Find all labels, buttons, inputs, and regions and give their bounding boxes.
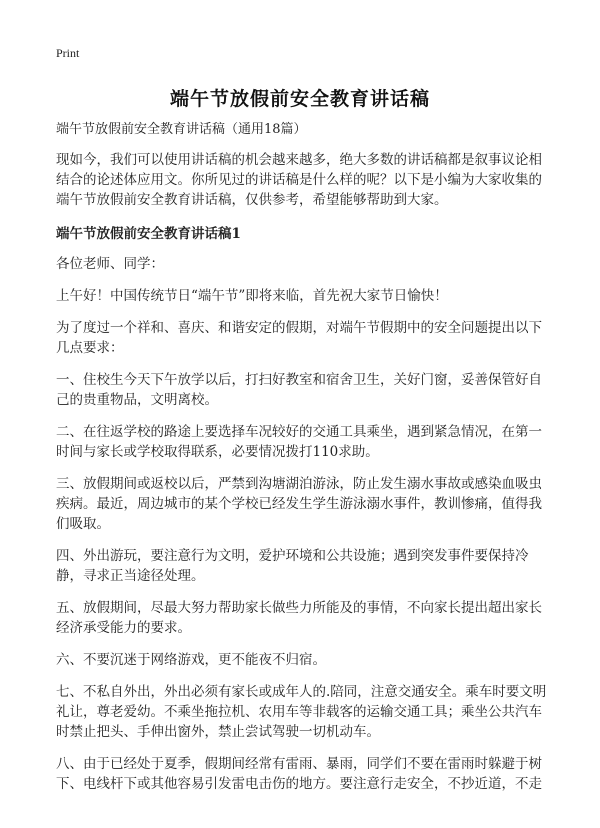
- document-body: [56, 120, 548, 806]
- paragraph-requirements: 为了度过一个祥和、喜庆、和谐安定的假期，对端午节假期中的安全问题提出以下几点要求：: [56, 320, 542, 356]
- paragraph-item-8: 八、由于已经处于夏季，假期间经常有雷雨、暴雨，同学们不要在雷雨时躲避于树下、电线杆下或其他容易引发雷电击伤的地方。要注意行走安全，不抄近道，不走: [56, 756, 542, 792]
- paragraph-item-6: 六、不要沉迷于网络游戏，更不能夜不归宿。: [56, 652, 326, 668]
- intro-paragraph: 现如今，我们可以使用讲话稿的机会越来越多，绝大多数的讲话稿都是叙事议论相结合的论述体应用文。你所见过的讲话稿是什么样的呢？以下是小编为大家收集的端午节放假前安全教育讲话稿，仅供参考，希望能够帮助到大家。: [56, 152, 542, 208]
- print-link[interactable]: Print: [56, 46, 80, 60]
- paragraph-opening: 上午好！中国传统节日“端午节”即将来临，首先祝大家节日愉快！: [56, 288, 448, 304]
- paragraph-greeting: 各位老师、同学：: [56, 256, 164, 272]
- section-title: 端午节放假前安全教育讲话稿1: [56, 226, 241, 242]
- paragraph-item-3: 三、放假期间或返校以后，严禁到沟塘湖泊游泳，防止发生溺水事故或感染血吸虫疾病。最近，周边城市的某个学校已经发生学生游泳溺水事件，教训惨痛，值得我们吸取。: [56, 476, 542, 532]
- document-title: 端午节放假前安全教育讲话稿: [169, 88, 430, 110]
- paragraph-item-7: 七、不私自外出，外出必须有家长或成年人的.陪同，注意交通安全。乘车时要文明礼让，尊老爱幼。不乘坐拖拉机、农用车等非载客的运输交通工具；乘坐公共汽车时禁止把头、手伸出窗外，禁止尝试驾驶一切机动车。: [56, 684, 547, 740]
- document-subtitle: 端午节放假前安全教育讲话稿（通用18篇）: [56, 122, 307, 137]
- paragraph-item-5: 五、放假期间，尽最大努力帮助家长做些力所能及的事情，不向家长提出超出家长经济承受能力的要求。: [56, 600, 542, 636]
- paragraph-item-4: 四、外出游玩，要注意行为文明，爱护环境和公共设施；遇到突发事件要保持冷静，寻求正当途径处理。: [56, 548, 529, 584]
- paragraph-item-1: 一、住校生今天下午放学以后，打扫好教室和宿舍卫生，关好门窗，妥善保管好自己的贵重物品，文明离校。: [56, 372, 542, 408]
- paragraph-item-2: 二、在往返学校的路途上要选择车况较好的交通工具乘坐，遇到紧急情况，在第一时间与家长或学校取得联系，必要情况拨打110求助。: [56, 424, 542, 460]
